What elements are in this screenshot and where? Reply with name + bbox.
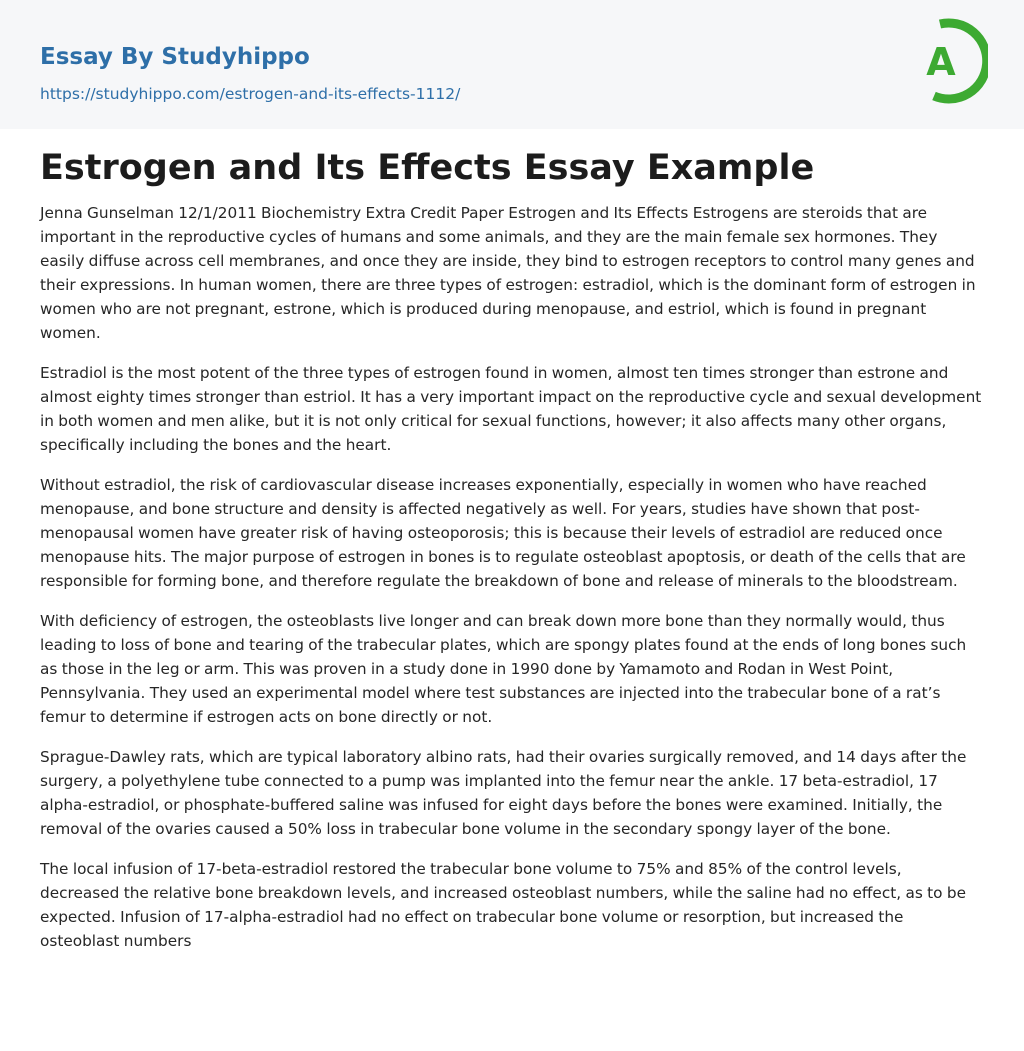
essay-paragraph: With deficiency of estrogen, the osteoblasts live longer and can break down more bone than they normally would, thus leading to loss of bone and tearing of the trabecular plates, which are spongy plates found at the ends of long bones such as those in the leg or arm. This was proven in a study done in 1990 done by Yamamoto and Rodan in West Point, Pennsylvania. They used an experimental model where test substances are injected into the trabecular bone of a rat’s femur to determine if estrogen acts on bone directly or not. <box>40 612 967 726</box>
page-title: Estrogen and Its Effects Essay Example <box>40 148 815 188</box>
essay-paragraph: Jenna Gunselman 12/1/2011 Biochemistry Extra Credit Paper Estrogen and Its Effects Estrogens are steroids that are important in the reproductive cycles of humans and some animals, and they are the main female sex hormones. They easily diffuse across cell membranes, and once they are inside, they bind to estrogen receptors to control many genes and their expressions. In human women, there are three types of estrogen: estradiol, which is the dominant form of estrogen in women who are not pregnant, estrone, which is produced during menopause, and estriol, which is found in pregnant women. <box>40 204 976 342</box>
essay-paragraph: Without estradiol, the risk of cardiovascular disease increases exponentially, especially in women who have reached menopause, and bone structure and density is affected negatively as well. For years, studies have shown that post-menopausal women have greater risk of having osteoporosis; this is because their levels of estradiol are reduced once menopause hits. The major purpose of estrogen in bones is to regulate osteoblast apoptosis, or death of the cells that are responsible for forming bone, and therefore regulate the breakdown of bone and release of minerals to the bloodstream. <box>40 476 966 590</box>
essay-paragraph: Estradiol is the most potent of the three types of estrogen found in women, almost ten times stronger than estrone and almost eighty times stronger than estriol. It has a very important impact on the reproductive cycle and sexual development in both women and men alike, but it is not only critical for sexual functions, however; it also affects many other organs, specifically including the bones and the heart. <box>40 364 982 454</box>
site-header <box>0 0 1024 129</box>
essay-paragraph: The local infusion of 17-beta-estradiol restored the trabecular bone volume to 75% and 85% of the control levels, decreased the relative bone breakdown levels, and increased osteoblast numbers, while the saline had no effect, as to be expected. Infusion of 17-alpha-estradiol had no effect on trabecular bone volume or resorption, but increased the osteoblast numbers <box>40 860 966 950</box>
essay-content <box>0 147 1024 953</box>
source-url-link[interactable]: https://studyhippo.com/estrogen-and-its-effects-1112/ <box>40 85 461 103</box>
essay-paragraph: Sprague-Dawley rats, which are typical laboratory albino rats, had their ovaries surgically removed, and 14 days after the surgery, a polyethylene tube connected to a pump was implanted into the femur near the ankle. 17 beta-estradiol, 17 alpha-estradiol, or phosphate-buffered saline was infused for eight days before the bones were examined. Initially, the removal of the ovaries caused a 50% loss in trabecular bone volume in the secondary spongy layer of the bone. <box>40 748 967 838</box>
svg-text:A: A <box>926 40 956 84</box>
studyhippo-logo-icon[interactable] <box>912 18 988 106</box>
site-brand[interactable]: Essay By Studyhippo <box>40 44 310 70</box>
